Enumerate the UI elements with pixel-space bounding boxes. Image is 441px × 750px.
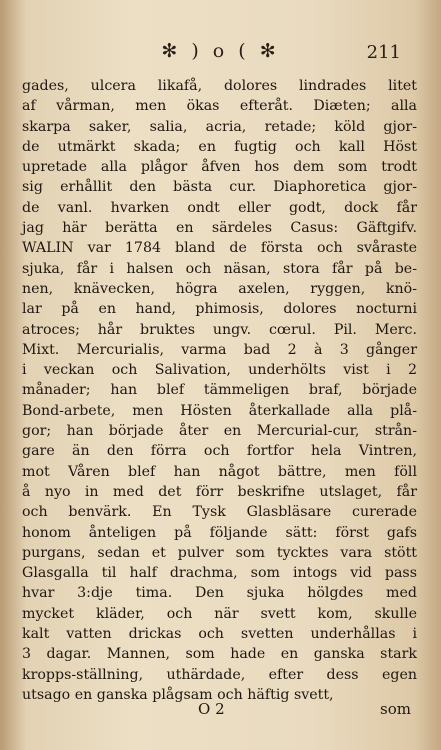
text-line: kropps-ställning, uthärdade, efter dess egen — [22, 666, 417, 683]
text-line: de vanl. hvarken ondt eller godt, dock får — [22, 199, 417, 216]
text-line: sjuka, får i halsen och näsan, stora får på be- — [22, 260, 417, 277]
text-line: och benvärk. En Tysk Glasbläsare curerade — [22, 504, 417, 521]
page-footer — [0, 700, 441, 722]
text-line: nen, knävecken, högra axelen, ryggen, knö- — [22, 280, 417, 297]
page-header — [0, 40, 441, 68]
signature-mark: O 2 — [198, 700, 225, 718]
text-line: honom ånteligen på följande sätt: först gafs — [22, 524, 417, 541]
catchword: som — [380, 700, 411, 718]
text-line: månader; han blef tämmeligen braf, började — [22, 382, 417, 399]
text-line: gare än den förra och fortfor hela Vintren, — [22, 443, 417, 460]
text-line: å nyo in med det förr beskrifne utslaget, får — [22, 483, 417, 500]
text-line: lar på en hand, phimosis, dolores nocturni — [22, 301, 417, 318]
text-line: af vårman, men ökas efteråt. Diæten; alla — [22, 98, 417, 115]
text-line: purgans, sedan et pulver som tycktes vara stött — [22, 544, 417, 561]
text-line: Glasgalla til half drachma, som intogs vid pass — [22, 565, 417, 582]
text-line: i veckan och Salivation, underhölts vist i 2 — [22, 362, 417, 379]
text-line: gor; han började åter en Mercurial-cur, strån- — [22, 423, 417, 440]
text-line: jag här berätta en särdeles Casus: Gäftgifv. — [22, 220, 417, 237]
header-ornament: ✻ ) o ( ✻ — [161, 40, 280, 62]
text-line: utsago en ganska plågsam och häftig svett, — [22, 686, 334, 703]
text-line: atroces; hår bruktes ungv. cœrul. Pil. Merc. — [22, 321, 417, 338]
text-line: mot Våren blef han något bättre, men föll — [22, 463, 417, 480]
text-line: gades, ulcera likafå, dolores lindrades litet — [22, 78, 417, 94]
text-line: sig erhållit den bästa cur. Diaphoretica gjor- — [22, 179, 417, 196]
body-text — [22, 76, 417, 705]
text-line: hvar 3:dje tima. Den sjuka hölgdes med — [22, 585, 417, 602]
text-line: skarpa saker, salia, acria, retade; köld gjor- — [22, 118, 417, 135]
text-line: WALIN var 1784 bland de första och svåraste — [22, 240, 417, 257]
text-line: upretade alla plågor åfven hos dem som trodt — [22, 159, 417, 176]
text-line: kalt vatten drickas och svetten underhållas i — [22, 626, 417, 643]
text-line: de utmärkt skada; en fugtig och kall Höst — [22, 138, 417, 155]
text-line: Mixt. Mercurialis, varma bad 2 à 3 gånger — [22, 341, 417, 358]
text-line: Bond-arbete, men Hösten återkallade alla plå- — [22, 402, 417, 419]
page-number: 211 — [366, 42, 401, 63]
text-line: 3 dagar. Mannen, som hade en ganska stark — [22, 646, 417, 663]
text-line: mycket kläder, och när svett kom, skulle — [22, 605, 417, 622]
